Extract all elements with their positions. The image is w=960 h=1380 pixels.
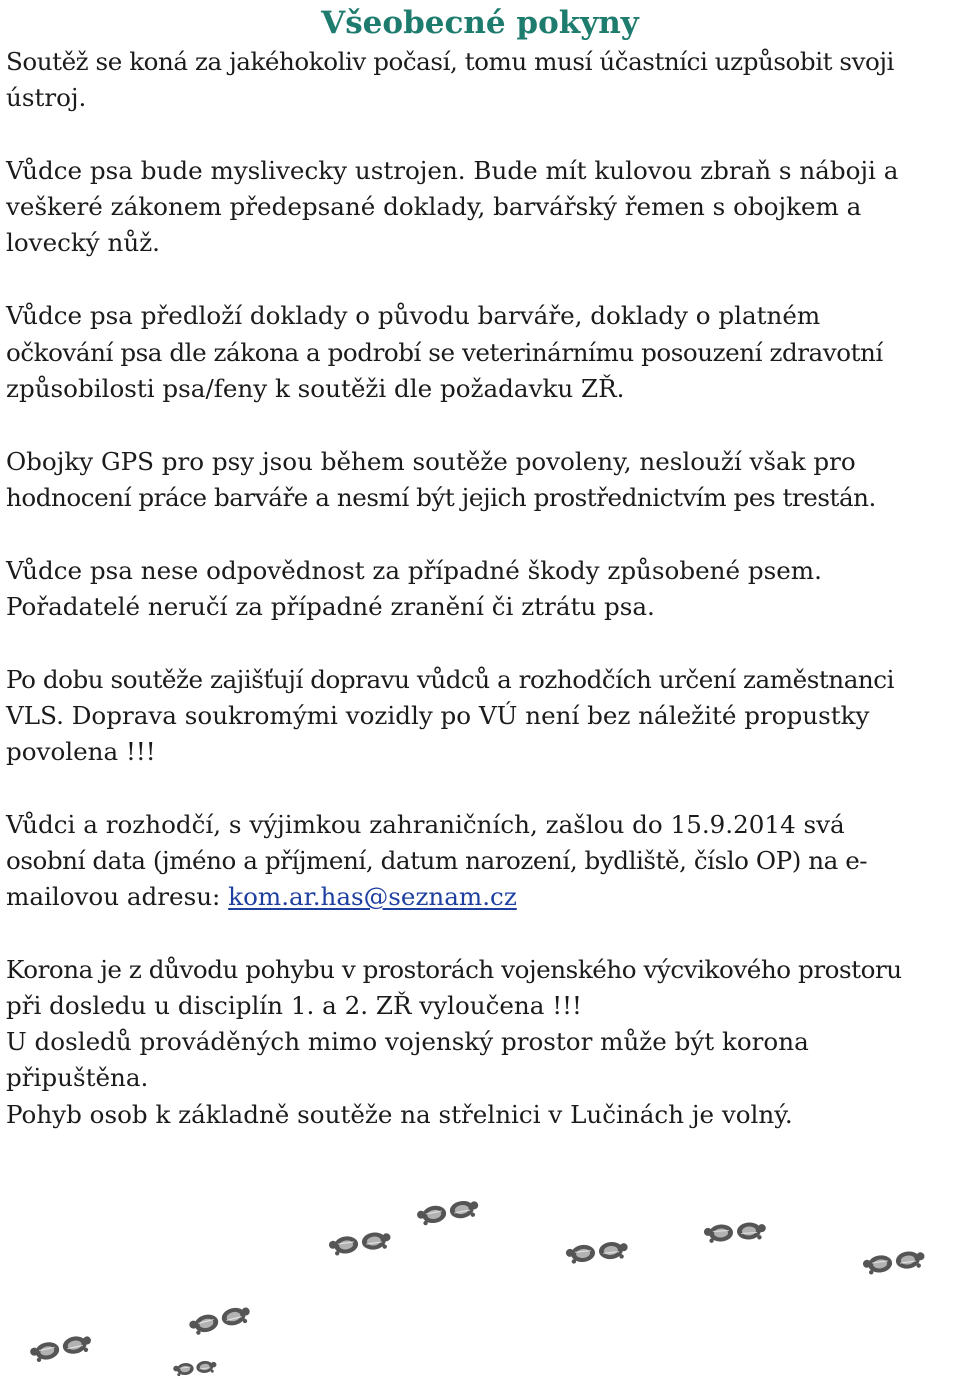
text-line: Vůdce psa předloží doklady o původu barváře, doklady o platném bbox=[6, 301, 821, 330]
text-line: povolena !!! bbox=[6, 737, 156, 766]
hoofprint-icon bbox=[565, 1240, 629, 1264]
text-line: lovecký nůž. bbox=[6, 228, 160, 257]
text-line: Vůdci a rozhodčí, s výjimkou zahraničních, zašlou do 15.9.2014 svá bbox=[6, 810, 845, 839]
text-line: Vůdce psa bude myslivecky ustrojen. Bude mít kulovou zbraň s náboji a bbox=[6, 156, 899, 185]
hoofprint-icon bbox=[173, 1360, 217, 1377]
text-line: Obojky GPS pro psy jsou během soutěže povoleny, neslouží však pro bbox=[6, 447, 856, 476]
text-line: Korona je z důvodu pohybu v prostorách vojenského výcvikového prostoru bbox=[6, 955, 902, 984]
text-line: Po dobu soutěže zajišťují dopravu vůdců a rozhodčích určení zaměstnanci bbox=[6, 665, 895, 694]
hoofprint-icon bbox=[703, 1221, 766, 1243]
text-line bbox=[6, 879, 517, 915]
hoofprint-icon bbox=[328, 1230, 392, 1256]
hoofprint-icon bbox=[416, 1198, 480, 1226]
text-line: U dosledů prováděných mimo vojenský prostor může být korona bbox=[6, 1027, 809, 1056]
hoofprint-icon bbox=[188, 1304, 252, 1336]
text-line: způsobilosti psa/feny k soutěži dle požadavku ZŘ. bbox=[6, 374, 625, 403]
text-line: osobní data (jméno a příjmení, datum narození, bydliště, číslo OP) na e- bbox=[6, 846, 868, 875]
text-line: hodnocení práce barváře a nesmí být jejich prostřednictvím pes trestán. bbox=[6, 483, 876, 512]
email-link[interactable]: kom.ar.has@seznam.cz bbox=[228, 882, 517, 911]
page-title: Všeobecné pokyny bbox=[321, 5, 639, 41]
text-line: očkování psa dle zákona a podrobí se veterinárnímu posouzení zdravotní bbox=[6, 338, 883, 367]
text-line: veškeré zákonem předepsané doklady, barvářský řemen s obojkem a bbox=[6, 192, 862, 221]
text-line: Pohyb osob k základně soutěže na střelnici v Lučinách je volný. bbox=[6, 1100, 793, 1129]
text-line: Soutěž se koná za jakéhokoliv počasí, tomu musí účastníci uzpůsobit svoji bbox=[6, 47, 894, 76]
text-line: ústroj. bbox=[6, 83, 87, 112]
hoofprint-icon bbox=[862, 1249, 926, 1275]
text-line-prefix: mailovou adresu: bbox=[6, 882, 229, 911]
text-line: připuštěna. bbox=[6, 1063, 149, 1092]
hoofprint-icon bbox=[29, 1333, 93, 1363]
text-line: při dosledu u disciplín 1. a 2. ZŘ vyloučena !!! bbox=[6, 991, 582, 1020]
text-line: Pořadatelé neručí za případné zranění či ztrátu psa. bbox=[6, 592, 655, 621]
text-line: Vůdce psa nese odpovědnost za případné škody způsobené psem. bbox=[6, 556, 822, 585]
text-line: VLS. Doprava soukromými vozidly po VÚ není bez náležité propustky bbox=[6, 701, 870, 730]
footprint-trail bbox=[0, 1170, 960, 1380]
